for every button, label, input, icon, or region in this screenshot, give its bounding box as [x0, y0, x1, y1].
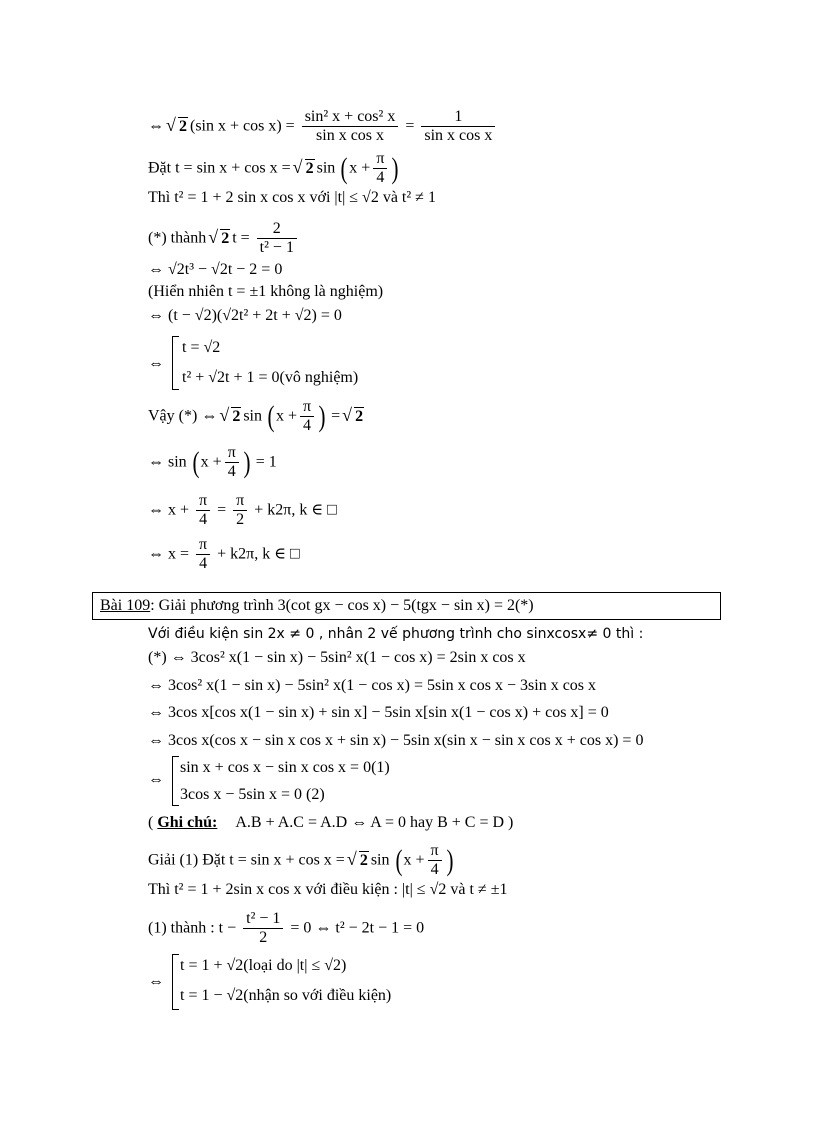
bracket [172, 756, 179, 806]
equals-sign: = [405, 117, 415, 135]
problem-statement [100, 598, 534, 614]
math-text: ⇔ x + [148, 501, 190, 519]
math-text: Đặt t = sin x + cos x = [148, 159, 291, 177]
fraction: $\frac{\pi}{2}$ [233, 492, 247, 530]
math-text: x + [349, 159, 371, 177]
bracket [172, 336, 179, 390]
equation-line-2 [148, 150, 400, 188]
equation-line-12 [148, 536, 300, 574]
math-text: sin [243, 407, 262, 425]
math-text: sin [316, 159, 336, 177]
math-text: Giải (1) Đặt t = sin x + cos x = [148, 851, 345, 869]
note-line: ( Ghi chú: A.B + A.C = A.D ⇔ A = 0 hay B + C = D ) [148, 814, 514, 831]
paren: ( [267, 399, 275, 433]
math-text: ⇔ x = [148, 545, 190, 563]
solution-line-9: Thì t² = 1 + 2sin x cos x với điều kiện : |t| ≤ √2 và t ≠ ±1 [148, 881, 508, 898]
paren: ) [318, 399, 326, 433]
system-line: t = 1 + √2(loại do |t| ≤ √2) [180, 957, 347, 974]
iff-symbol: ⇔ [148, 771, 164, 788]
sqrt-symbol: √ 2 [344, 409, 364, 425]
math-text: sin [370, 851, 390, 869]
equals-sign: = [217, 501, 227, 519]
math-text: x + [275, 407, 298, 425]
solution-line-1: Với điều kiện sin 2x ≠ 0 , nhân 2 vế phương trình cho sinxcosx≠ 0 thì : [148, 626, 644, 642]
note-label: Ghi chú: [157, 814, 218, 831]
bracket [172, 954, 179, 1010]
math-text: x + [403, 851, 425, 869]
system-line: t = √2 [182, 339, 221, 356]
note-text: A.B + A.C = A.D ⇔ A = 0 hay B + C = D ) [235, 814, 514, 831]
iff-symbol: ⇔ [148, 973, 164, 990]
solution-line-8 [148, 842, 455, 880]
solution-line-5: ⇔ 3cos x(cos x − sin x cos x + sin x) − 5sin x(sin x − sin x cos x + cos x) = 0 [148, 732, 644, 749]
math-text: = 1 [255, 453, 277, 471]
sqrt-symbol: √ 2 [349, 853, 369, 869]
fraction: $\frac{\text{t² − 1}}{2}$ [243, 910, 283, 948]
fraction: $\frac{\pi}{4}$ [428, 842, 442, 880]
equation-line-3: Thì t² = 1 + 2 sin x cos x với |t| ≤ √2 và t² ≠ 1 [148, 189, 436, 206]
sqrt-symbol: √ 2 [168, 119, 188, 135]
equation-line-6: (Hiển nhiên t = ±1 không là nghiệm) [148, 283, 384, 300]
fraction: $\frac{\pi}{4}$ [196, 536, 210, 574]
equation-line-7: ⇔ (t − √2)(√2t² + 2t + √2) = 0 [148, 307, 342, 324]
equation-line-10 [148, 444, 277, 482]
paren: ( [192, 445, 200, 479]
paren: ) [243, 445, 251, 479]
fraction: $\frac{2}{\text{t² − 1}}$ [257, 220, 297, 258]
sqrt-symbol: √ 2 [210, 231, 230, 247]
system-line: sin x + cos x − sin x cos x = 0(1) [180, 759, 390, 776]
fraction: $\frac{\text{sin² x + cos² x}}{\text{sin x cos x}}$ [302, 108, 399, 146]
solution-line-10 [148, 910, 424, 948]
equals-sign: = [331, 407, 341, 425]
sqrt-symbol: √ 2 [295, 161, 315, 177]
equation-line-5: ⇔ √2t³ − √2t − 2 = 0 [148, 261, 283, 278]
fraction: $\frac{1}{\text{sin x cos x}}$ [421, 108, 495, 146]
equation-line-11 [148, 492, 337, 530]
math-text: (*) thành [148, 229, 207, 247]
solution-line-2: (*) ⇔ 3cos² x(1 − sin x) − 5sin² x(1 − cos x) = 2sin x cos x [148, 649, 526, 666]
math-text: + k2π, k ∈ □ [254, 501, 337, 519]
system-line: t = 1 − √2(nhận so với điều kiện) [180, 987, 392, 1004]
math-text: (sin x + cos x) = [190, 117, 295, 135]
math-text: + k2π, k ∈ □ [217, 545, 300, 563]
solution-line-3: ⇔ 3cos² x(1 − sin x) − 5sin² x(1 − cos x) = 5sin x cos x − 3sin x cos x [148, 677, 597, 694]
equation-line-1 [148, 108, 498, 146]
math-text: Vậy (*) ⇔ [148, 407, 218, 425]
system-line: 3cos x − 5sin x = 0 (2) [180, 786, 325, 803]
sqrt-symbol: √ 2 [221, 409, 241, 425]
problem-label: Bài 109 [100, 597, 151, 614]
fraction: $\frac{\pi}{4}$ [196, 492, 210, 530]
solution-line-4: ⇔ 3cos x[cos x(1 − sin x) + sin x] − 5sin x[sin x(1 − cos x) + cos x] = 0 [148, 704, 609, 721]
math-text: x + [200, 453, 222, 471]
math-text: (1) thành : t − [148, 919, 237, 937]
paren: ( [395, 843, 402, 877]
math-text: = 0 ⇔ t² − 2t − 1 = 0 [290, 919, 425, 937]
iff-symbol: ⇔ [148, 117, 164, 135]
paren: ( [340, 151, 348, 185]
equation-line-9 [148, 398, 366, 436]
paren: ) [446, 843, 454, 877]
paren: ) [391, 151, 399, 185]
math-text: ⇔ sin [148, 453, 187, 471]
fraction: $\frac{\pi}{4}$ [300, 398, 314, 436]
iff-symbol: ⇔ [148, 355, 164, 372]
problem-text: : Giải phương trình 3(cot gx − cos x) − 5(tgx − sin x) = 2(*) [150, 597, 534, 614]
fraction: $\frac{\pi}{4}$ [225, 444, 239, 482]
system-line: t² + √2t + 1 = 0(vô nghiệm) [182, 369, 359, 386]
fraction: $\frac{\pi}{4}$ [373, 150, 387, 188]
equation-line-4: (*) thành √ 2 t = $\frac{2}{\text{t² − 1}}$ [148, 220, 300, 258]
